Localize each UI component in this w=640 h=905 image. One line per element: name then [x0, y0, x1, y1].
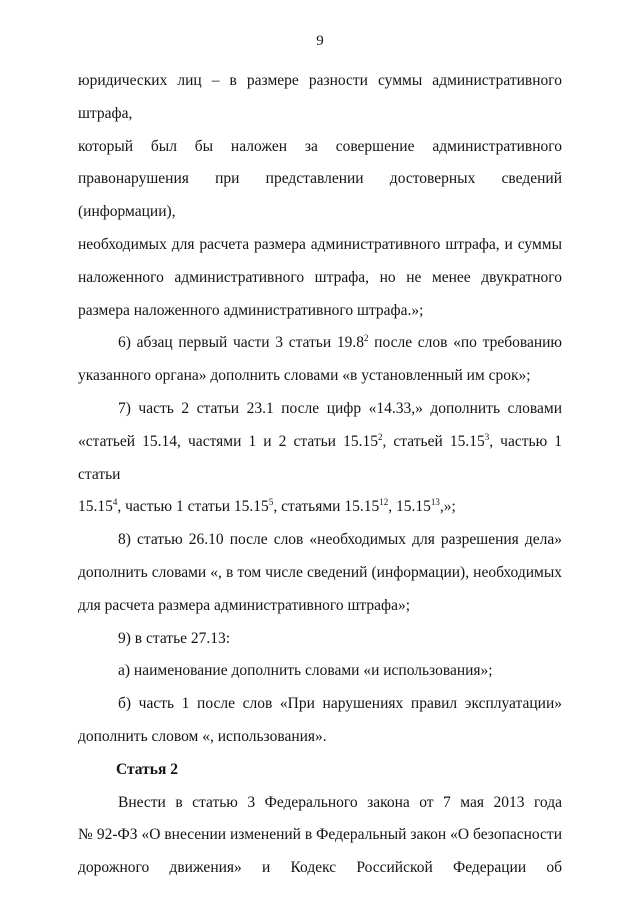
text-line: [78, 327, 562, 360]
text-segment: после слов «по требованию: [374, 334, 563, 352]
text-segment: 6) абзац первый части 3 статьи 19.8: [118, 334, 364, 352]
text-line: а) наименование дополнить словами «и использования»;: [118, 662, 493, 680]
superscript: 4: [112, 497, 118, 508]
paragraph-item-7: [78, 393, 562, 524]
text-segment: , частью 1 статьи 15.15: [117, 498, 269, 516]
text-segment: «статьей 15.14, частями 1 и 2 статьи 15.15: [78, 432, 378, 450]
page-number: 9: [316, 33, 324, 49]
superscript: 3: [484, 431, 490, 442]
text-line: № 92-ФЗ «О внесении изменений в Федеральный закон «О безопасности: [78, 826, 562, 844]
superscript: 2: [363, 333, 369, 344]
text-line: размера наложенного административного штрафа.»;: [78, 301, 424, 319]
text-line: дополнить словами «, в том числе сведений (информации), необходимых: [78, 563, 562, 581]
paragraph-item-9: [78, 623, 562, 656]
text-line: указанного органа» дополнить словами «в установленный им срок»;: [78, 367, 531, 385]
document-body: [78, 65, 562, 885]
text-line: для расчета размера административного штрафа»;: [78, 596, 411, 614]
text-line: необходимых для расчета размера административного штрафа, и суммы: [78, 235, 562, 253]
text-line: который был бы наложен за совершение административного: [78, 137, 562, 155]
text-line: 9) в статье 27.13:: [118, 629, 231, 647]
text-line: [78, 426, 562, 492]
text-line: 7) часть 2 статьи 23.1 после цифр «14.33,» дополнить словами: [118, 399, 562, 417]
text-line: правонарушения при представлении достоверных сведений (информации),: [78, 170, 562, 221]
text-line: юридических лиц – в размере разности суммы административного штрафа,: [78, 72, 562, 122]
paragraph-continuation: [78, 65, 562, 327]
text-segment: , 15.15: [388, 498, 431, 516]
superscript: 2: [377, 431, 383, 442]
text-line: дополнить словом «, использования».: [78, 727, 327, 745]
superscript: 12: [379, 497, 389, 508]
text-segment: 15.15: [78, 498, 113, 516]
text-line: дорожного движения» и Кодекс Российской Федерации об: [78, 859, 562, 877]
superscript: 5: [268, 497, 274, 508]
paragraph-item-8: [78, 524, 562, 622]
article-heading: Статья 2: [116, 760, 178, 778]
text-line: 8) статью 26.10 после слов «необходимых для разрешения дела»: [118, 531, 562, 549]
text-line: б) часть 1 после слов «При нарушениях правил эксплуатации»: [118, 695, 562, 713]
text-line: Внести в статью 3 Федерального закона от 7 мая 2013 года: [118, 793, 562, 811]
paragraph-subitem-a: [78, 655, 562, 688]
paragraph-item-6: [78, 327, 562, 393]
paragraph-subitem-b: [78, 688, 562, 754]
superscript: 13: [430, 497, 440, 508]
text-segment: , статьями 15.15: [273, 498, 380, 516]
article-paragraph: [78, 787, 562, 885]
text-line: [78, 491, 562, 524]
text-segment: , частью 1 статьи: [78, 432, 562, 483]
text-line: наложенного административного штрафа, но не менее двукратного: [78, 268, 562, 286]
text-segment: , статьей 15.15: [382, 432, 485, 450]
text-segment: ,»;: [439, 498, 456, 516]
